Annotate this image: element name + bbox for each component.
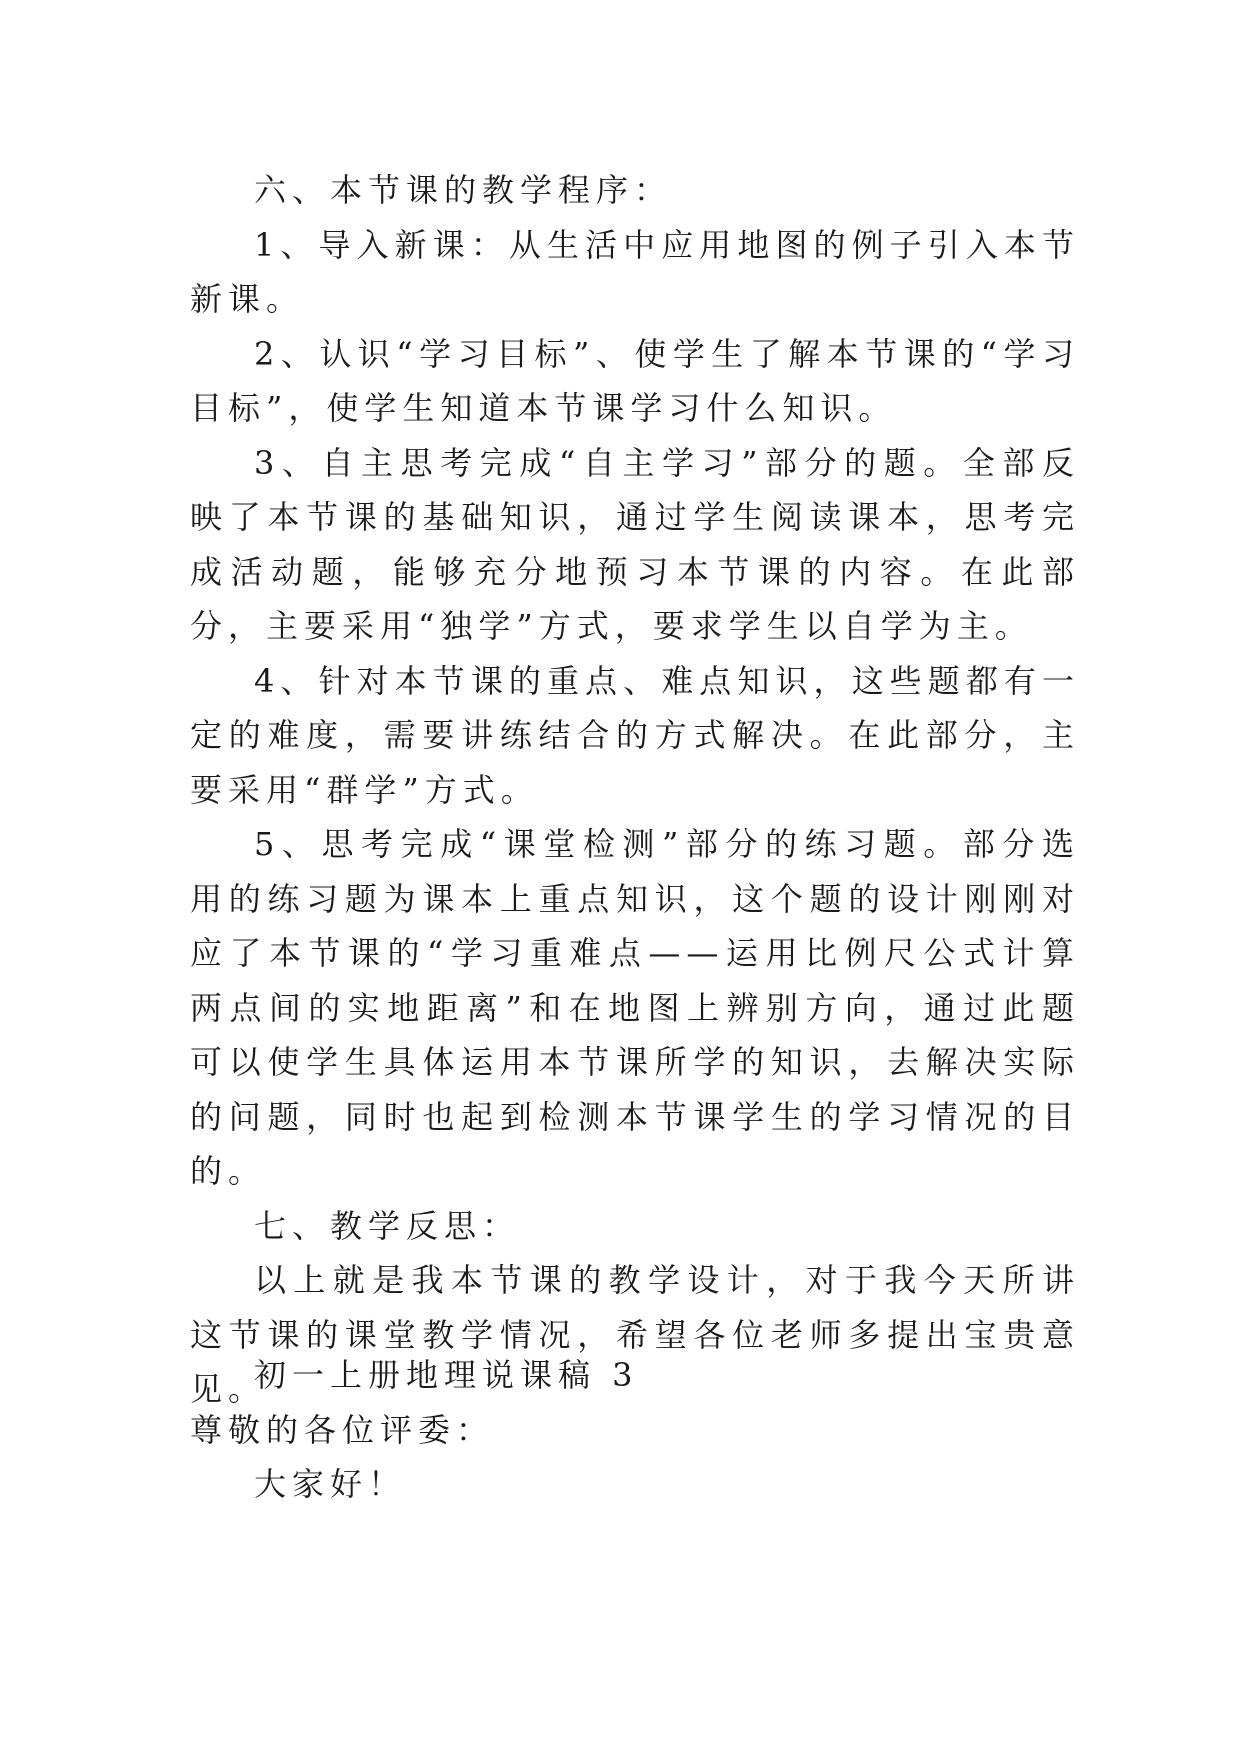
next-section [190,1348,1080,1512]
paragraph-step-1: 1、导入新课：从生活中应用地图的例子引入本节新课。 [190,225,1080,318]
paragraph-teaching-procedure-heading: 六、本节课的教学程序： [254,171,673,209]
paragraph-reflection-text: 以上就是我本节课的教学设计，对于我今天所讲这节课的课堂教学情况，希望各位老师多提出宝贵意见。 [190,1261,1080,1408]
greeting: 大家好！ [254,1465,407,1503]
section-title: 初一上册地理说课稿 3 [254,1356,639,1394]
paragraph-step-5: 5、思考完成“课堂检测”部分的练习题。部分选用的练习题为课本上重点知识，这个题的设计刚刚对应了本节课的“学习重难点——运用比例尺公式计算两点间的实地距离”和在地图上辨别方向，通过此题可以使学生具体运用本节课所学的知识，去解决实际的问题，同时也起到检测本节课学生的学习情况的目的。 [190,825,1080,1190]
paragraph-step-4: 4、针对本节课的重点、难点知识，这些题都有一定的难度，需要讲练结合的方式解决。在此部分，主要采用“群学”方式。 [190,661,1080,809]
salutation: 尊敬的各位评委： [190,1410,495,1449]
document-body [190,163,1080,1417]
paragraph-reflection-heading: 七、教学反思： [254,1206,521,1245]
paragraph-step-3: 3、自主思考完成“自主学习”部分的题。全部反映了本节课的基础知识，通过学生阅读课本，思考完成活动题，能够充分地预习本节课的内容。在此部分，主要采用“独学”方式，要求学生以自学为主。 [190,443,1080,645]
paragraph-step-2: 2、认识“学习目标”、使学生了解本节课的“学习目标”，使学生知道本节课学习什么知识。 [190,334,1080,427]
